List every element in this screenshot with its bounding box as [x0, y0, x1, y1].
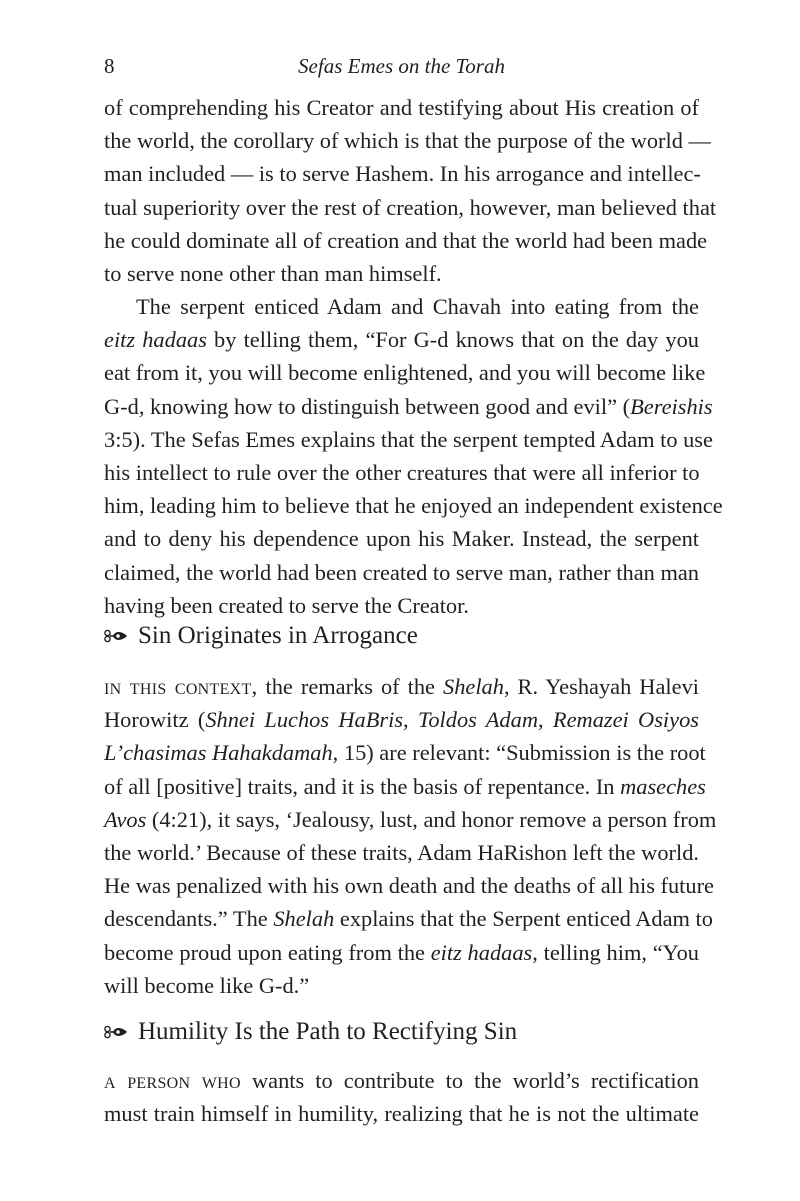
text-run: descendants.” The — [104, 906, 274, 932]
text-line: of comprehending his Creator and testifying about His creation of — [104, 95, 699, 120]
text-line: will become like G-d.” — [104, 972, 310, 998]
text-run: G-d, knowing how to distinguish between good and evil” ( — [104, 393, 631, 419]
text-run: become proud upon eating from the — [104, 939, 431, 965]
paragraph-4 — [104, 1064, 699, 1130]
fleuron-icon — [104, 1018, 128, 1046]
text-run: explains that the Serpent enticed Adam to — [334, 906, 713, 932]
text-line: 3:5). The Sefas Emes explains that the serpent tempted Adam to use — [104, 426, 713, 452]
running-head — [104, 54, 699, 84]
italic-term: Remazei Osiyos — [552, 707, 700, 733]
small-caps-lead: in this context, — [104, 674, 258, 699]
text-run: , telling him, “You — [532, 939, 699, 965]
text-line: claimed, the world had been created to serve man, rather than man — [104, 559, 699, 585]
text-line: and to deny his dependence upon his Maker. Instead, the serpent — [104, 526, 699, 552]
text-line — [104, 390, 713, 423]
italic-term: eitz hadaas — [430, 939, 533, 965]
text-run: , 15) are relevant: “Submission is the root — [332, 740, 706, 766]
text-line: tual superiority over the rest of creation, however, man believed that — [104, 194, 717, 220]
section-heading — [104, 1018, 517, 1046]
text-line — [104, 703, 699, 736]
text-line — [104, 770, 706, 803]
book-title: Sefas Emes on the Torah — [298, 54, 505, 78]
text-line: the world, the corollary of which is that the purpose of the world — — [104, 128, 711, 154]
text-line: He was penalized with his own death and the deaths of all his future — [104, 873, 714, 899]
section-heading-text: Sin Originates in Arrogance — [138, 622, 418, 649]
text-line: the world.’ Because of these traits, Adam HaRishon left the world. — [104, 839, 699, 865]
text-run: the remarks of the — [257, 674, 443, 699]
italic-term: Shnei Luchos HaBris — [205, 707, 404, 733]
text-line: to serve none other than man himself. — [104, 260, 442, 286]
text-line: having been created to serve the Creator. — [104, 592, 469, 618]
text-line: his intellect to rule over the other creatures that were all inferior to — [104, 459, 700, 485]
section-heading — [104, 622, 418, 650]
text-line — [104, 902, 713, 935]
text-line: him, leading him to believe that he enjoyed an independent existence — [104, 493, 723, 519]
text-run: , — [538, 707, 553, 733]
text-line: The serpent enticed Adam and Chavah into eating from the — [136, 294, 699, 319]
paragraph-3 — [104, 670, 717, 1002]
page-number: 8 — [104, 54, 115, 78]
text-line — [104, 323, 699, 356]
text-run: (4:21), it says, ‘Jealousy, lust, and honor remove a person from — [146, 806, 717, 832]
italic-term: Toldos Adam — [417, 707, 538, 733]
text-run: wants to contribute to the world’s rectification — [240, 1068, 699, 1093]
italic-term: Shelah — [273, 906, 335, 932]
text-run: , — [403, 707, 418, 733]
text-run: of all [positive] traits, and it is the basis of repentance. In — [104, 773, 621, 799]
text-line: man included — is to serve Hashem. In his arrogance and intellec- — [104, 161, 701, 187]
text-line — [104, 1064, 699, 1097]
italic-term: L’chasimas Hahakdamah — [104, 740, 333, 766]
small-caps-lead: a person who — [104, 1068, 241, 1093]
fleuron-icon — [104, 622, 128, 650]
italic-term: Bereishis — [630, 393, 713, 419]
paragraph-1 — [104, 91, 717, 290]
text-line: he could dominate all of creation and that the world had been made — [104, 227, 708, 253]
italic-term: maseches — [620, 773, 706, 799]
text-line: must train himself in humility, realizing that he is not the ultimate — [104, 1101, 699, 1127]
italic-term: Avos — [104, 806, 147, 832]
text-line — [104, 736, 706, 769]
paragraph-2 — [104, 290, 723, 622]
italic-term: Shelah — [443, 674, 504, 699]
italic-term: eitz hadaas — [104, 327, 207, 353]
text-run: Horowitz ( — [104, 707, 206, 733]
text-line — [104, 803, 717, 836]
text-run: by telling them, “For G-d knows that on the day you — [206, 327, 699, 353]
text-line — [104, 936, 699, 969]
text-run: , R. Yeshayah Halevi — [503, 674, 699, 699]
text-line: eat from it, you will become enlightened, and you will become like — [104, 360, 706, 386]
section-heading-text: Humility Is the Path to Rectifying Sin — [138, 1018, 518, 1045]
text-line — [104, 670, 699, 703]
